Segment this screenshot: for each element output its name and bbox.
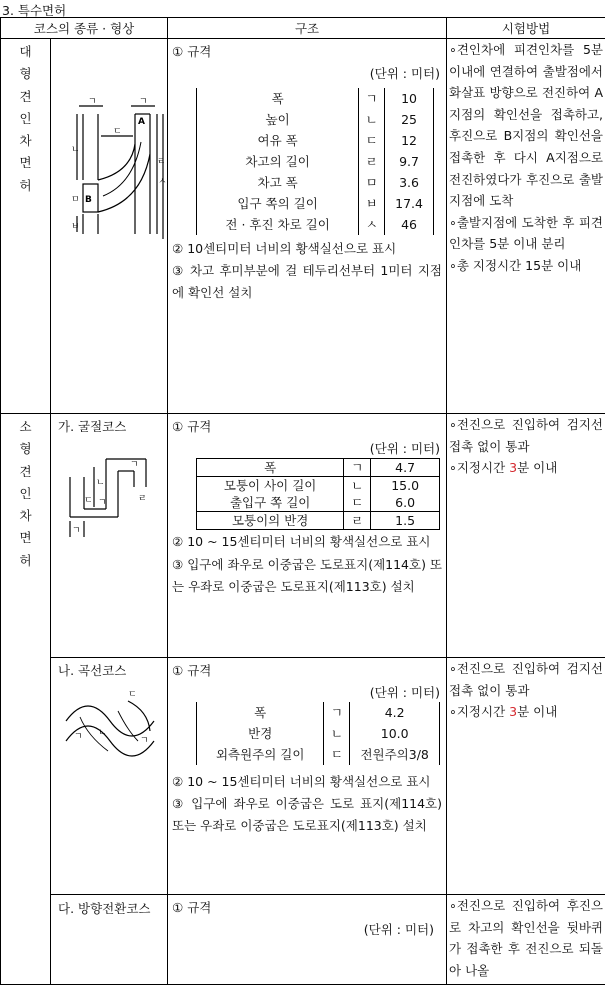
large-note-3: ③ 차고 후미부분에 걸 테두리선부터 1미터 지점에 확인선 설치: [172, 260, 442, 305]
page-title: 3. 특수면허: [2, 1, 66, 19]
svg-text:ㄱ: ㄱ: [140, 736, 149, 746]
bend-method-2: ∘지정시간 3분 이내: [449, 457, 603, 479]
svg-text:ㄱ: ㄱ: [130, 460, 139, 470]
svg-text:ㄹ: ㄹ: [157, 157, 166, 167]
bend-course-diagram: [58, 437, 158, 547]
bend-note-3: ③ 입구에 좌우로 이중굽은 도로표지(제114호) 또는 우좌로 이중굽은 도로표지(제113호) 설치: [172, 554, 442, 599]
large-tow-course-diagram: [51, 84, 168, 244]
bend-unit: (단위 : 미터): [172, 438, 442, 460]
curve-method-1: ∘전진으로 진입하여 검지선 접촉 없이 통과: [449, 658, 603, 701]
large-tow-method: [447, 39, 605, 414]
bend-course-cell: [51, 414, 168, 658]
svg-text:B: B: [85, 195, 92, 205]
large-tow-label: 대 형 견 인 차 면 허: [1, 39, 51, 414]
curve-method-2: ∘지정시간 3분 이내: [449, 701, 603, 723]
header-row: [1, 18, 605, 39]
svg-text:ㅂ: ㅂ: [71, 222, 80, 232]
bend-spec-table: 폭 ㄱ 4.7 모퉁이 사이 길이 ㄴ 15.0 출입구 쪽 길이 ㄷ 6.0 모퉁이의 반경 ㄹ 1.5: [196, 458, 440, 531]
curve-course-structure: [168, 658, 447, 895]
turn-course-label: 다. 방향전환코스: [58, 898, 167, 919]
svg-text:ㄷ: ㄷ: [128, 690, 137, 700]
large-tow-row: [1, 39, 605, 414]
large-spec-table: 폭 ㄱ 10 높이 ㄴ 25 여유 폭 ㄷ 12 차고의 길이 ㄹ 9.7 차고 폭 ㅁ 3.6 입구 쪽의 길이 ㅂ 17.4 전 · 후진 차로 길이 ㅅ 46: [196, 88, 434, 235]
large-method-1: ∘견인차에 피견인차를 5분 이내에 연결하여 출발점에서 화살표 방향으로 전진하여 A지점의 확인선을 접촉하고, 후진으로 B지점의 확인선을 접촉한 후 다시 A지점으로 전진하였다가 후진으로 출발지점에 도착: [449, 39, 603, 212]
large-method-2: ∘출발지점에 도착한 후 피견인차를 5분 이내 분리: [449, 212, 603, 255]
bend-course-method: [447, 414, 605, 658]
small-tow-row-b: [1, 658, 605, 895]
svg-text:ㄴ: ㄴ: [71, 145, 80, 155]
svg-text:ㄴ: ㄴ: [98, 728, 107, 738]
svg-text:ㄷ: ㄷ: [113, 127, 122, 137]
turn-course-cell: [51, 895, 168, 985]
small-tow-label: 소 형 견 인 차 면 허: [1, 414, 51, 985]
turn-spec-title: ① 규격: [172, 897, 442, 919]
svg-text:ㄴ: ㄴ: [96, 478, 105, 488]
header-method: 시험방법: [447, 18, 605, 39]
turn-course-method: [447, 895, 605, 985]
small-tow-row-c: [1, 895, 605, 985]
svg-text:ㄷ: ㄷ: [84, 496, 93, 506]
curve-spec-table: 폭 ㄱ 4.2 반경 ㄴ 10.0 외측원주의 길이 ㄷ 전원주의3/8: [196, 702, 440, 765]
turn-course-structure: [168, 895, 447, 985]
bend-method-1: ∘전진으로 진입하여 검지선 접촉 없이 통과: [449, 414, 603, 457]
svg-text:ㄱ: ㄱ: [72, 526, 81, 536]
svg-text:ㄱ: ㄱ: [98, 498, 107, 508]
bend-spec-title: ① 규격: [172, 416, 442, 438]
turn-method-1: ∘전진으로 진입하여 후진으로 차고의 확인선을 뒷바퀴가 접촉한 후 전진으로 되돌아 나올: [449, 895, 603, 981]
svg-text:ㄱ: ㄱ: [139, 97, 148, 107]
header-structure: 구조: [168, 18, 447, 39]
bend-course-label: 가. 굴절코스: [58, 417, 167, 435]
test-course-table: [0, 17, 605, 985]
small-tow-row-a: [1, 414, 605, 658]
svg-text:ㄱ: ㄱ: [88, 97, 97, 107]
curve-unit: (단위 : 미터): [172, 682, 442, 704]
curve-course-diagram: [58, 681, 163, 771]
svg-text:ㅁ: ㅁ: [71, 195, 80, 205]
turn-unit: (단위 : 미터): [172, 919, 442, 941]
large-method-3: ∘총 지정시간 15분 이내: [449, 255, 603, 277]
curve-course-method: [447, 658, 605, 895]
svg-text:ㄹ: ㄹ: [138, 494, 147, 504]
large-spec-title: ① 규격: [172, 41, 442, 63]
large-unit: (단위 : 미터): [172, 63, 442, 85]
bend-note-2: ② 10 ~ 15센티미터 너비의 황색실선으로 표시: [172, 531, 442, 553]
curve-spec-title: ① 규격: [172, 660, 442, 682]
large-tow-diagram-cell: [51, 39, 168, 414]
svg-text:ㅅ: ㅅ: [158, 177, 167, 187]
bend-course-structure: [168, 414, 447, 658]
curve-course-label: 나. 곡선코스: [58, 661, 167, 679]
large-note-2: ② 10센티미터 너비의 황색실선으로 표시: [172, 238, 442, 260]
curve-note-3: ③ 입구에 좌우로 이중굽은 도로 표지(제114호) 또는 우좌로 이중굽은 도로표지(제113호) 설치: [172, 793, 442, 838]
svg-text:ㄱ: ㄱ: [74, 732, 83, 742]
curve-note-2: ② 10 ~ 15센티미터 너비의 황색실선으로 표시: [172, 771, 442, 793]
svg-text:A: A: [138, 117, 145, 127]
header-type: 코스의 종류 · 형상: [1, 18, 168, 39]
curve-course-cell: [51, 658, 168, 895]
large-tow-structure: [168, 39, 447, 414]
